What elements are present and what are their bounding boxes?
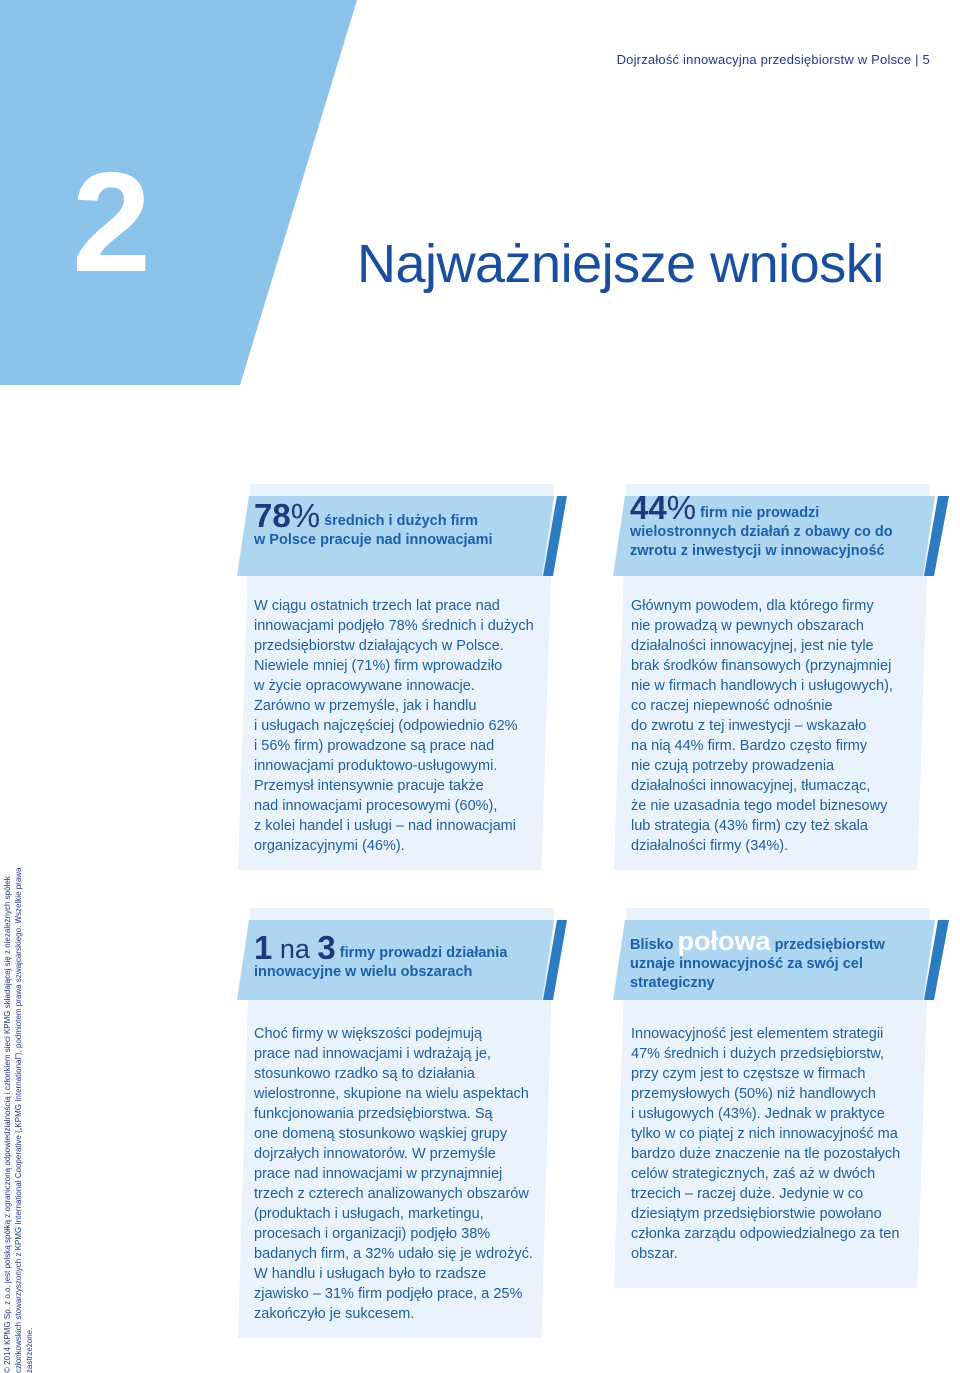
stat-mid: na — [272, 934, 318, 964]
finding-body-4: Innowacyjność jest elementem strategii 47% średnich i dużych przedsiębiorstw, przy czym jest to częstsze w firmach przemysłowych (50%) niż handlowych i usługowych (43%). Jednak w praktyce tylko w co piątej z nich innowacyjność ma bardzo duże znaczenie na tle pozostałych celów strategicznych, zaś aż w dwóch trzecich – raczej duże. Jedynie w co dziesiątym przedsiębiorstwie powołano członka zarządu odpowiedzialnego za ten obszar. — [631, 1026, 901, 1262]
finding-headline-4 — [613, 920, 955, 1000]
chapter-number: 2 — [72, 143, 147, 302]
copyright-notice: © 2014 KPMG Sp. z o.o. jest polską spółką z ograniczoną odpowiedzialnością i członkiem sieci KPMG składającej się z niezależnych spółek członkowskich stowarzyszonych z KPMG International Cooperative („KPMG International”), podmiotem prawa szwajcarskiego. Wszelkie prawa zastrzeżone. — [3, 867, 34, 1373]
headline-inline: firmy prowadzi działania — [335, 945, 508, 961]
headline-rest: wielostronnych działań z obawy co do zwrotu z inwestycji w innowacyjność — [630, 524, 893, 559]
finding-headline-2 — [613, 489, 955, 576]
stat-unit: % — [666, 489, 697, 526]
headline-rest: w Polsce pracuje nad innowacjami — [254, 532, 493, 548]
headline-inline: średnich i dużych firm — [320, 513, 478, 529]
finding-body-2: Głównym powodem, dla którego firmy nie prowadzą w pewnych obszarach działalności innowacyjnej, jest nie tyle brak środków finansowych (przynajmniej nie w firmach handlowych i usługowych), co raczej niepewność odnośnie do zwrotu z tej inwestycji – wskazało na nią 44% firm. Bardzo często firmy nie czują potrzeby prowadzenia działalności innowacyjnej, tłumacząc, że nie uzasadnia tego model biznesowy lub strategia (43% firm) czy też skala działalności firmy (34%). — [631, 598, 893, 854]
headline-rest: innowacyjne w wielu obszarach — [254, 964, 473, 980]
headline-inline: firm nie prowadzi — [696, 505, 820, 521]
chapter-banner — [0, 0, 360, 385]
stat-number: 78 — [254, 497, 291, 534]
headline-rest: uznaje innowacyjność za swój cel strategiczny — [630, 956, 863, 991]
headline-pre: Blisko — [630, 937, 678, 953]
stat-unit: % — [290, 497, 321, 534]
finding-headline-1 — [237, 496, 574, 576]
running-header: Dojrzałość innowacyjna przedsiębiorstw w Polsce | 5 — [616, 52, 930, 67]
stat-word: połowa — [677, 926, 771, 956]
finding-headline-3 — [237, 920, 574, 1000]
headline-inline: przedsiębiorstw — [770, 937, 885, 953]
finding-body-1: W ciągu ostatnich trzech lat prace nad innowacjami podjęło 78% średnich i dużych przedsiębiorstw działających w Polsce. Niewiele mniej (71%) firm wprowadziło w życie opracowywane innowacje. Zarówno w przemyśle, jak i handlu i usługach najczęściej (odpowiednio 62% i 56% firm) prowadzone są prace nad innowacjami produktowo-usługowymi. Przemysł intensywnie pracuje także nad innowacjami procesowymi (60%), z kolei handel i usługi – nad innowacjami organizacyjnymi (46%). — [254, 598, 534, 854]
stat-number: 44 — [630, 489, 667, 526]
finding-body-3: Choć firmy w większości podejmują prace nad innowacjami i wdrażają je, stosunkowo rzadko są to działania wielostronne, skupione na wielu aspektach funkcjonowania przedsiębiorstwa. Są one domeną stosunkowo wąskiej grupy dojrzałych innowatorów. W przemyśle prace nad innowacjami w przynajmniej trzech z czterech analizowanych obszarów (produktach i usługach, marketingu, procesach i organizacji) podjęło 38% badanych firm, a 32% udało się je wdrożyć. W handlu i usługach było to rzadsze zjawisko – 31% firm podjęło prace, a 25% zakończyło je sukcesem. — [254, 1026, 533, 1322]
chapter-title: Najważniejsze wnioski — [357, 234, 884, 294]
stat-number: 1 — [254, 929, 273, 966]
stat-number-2: 3 — [317, 929, 336, 966]
